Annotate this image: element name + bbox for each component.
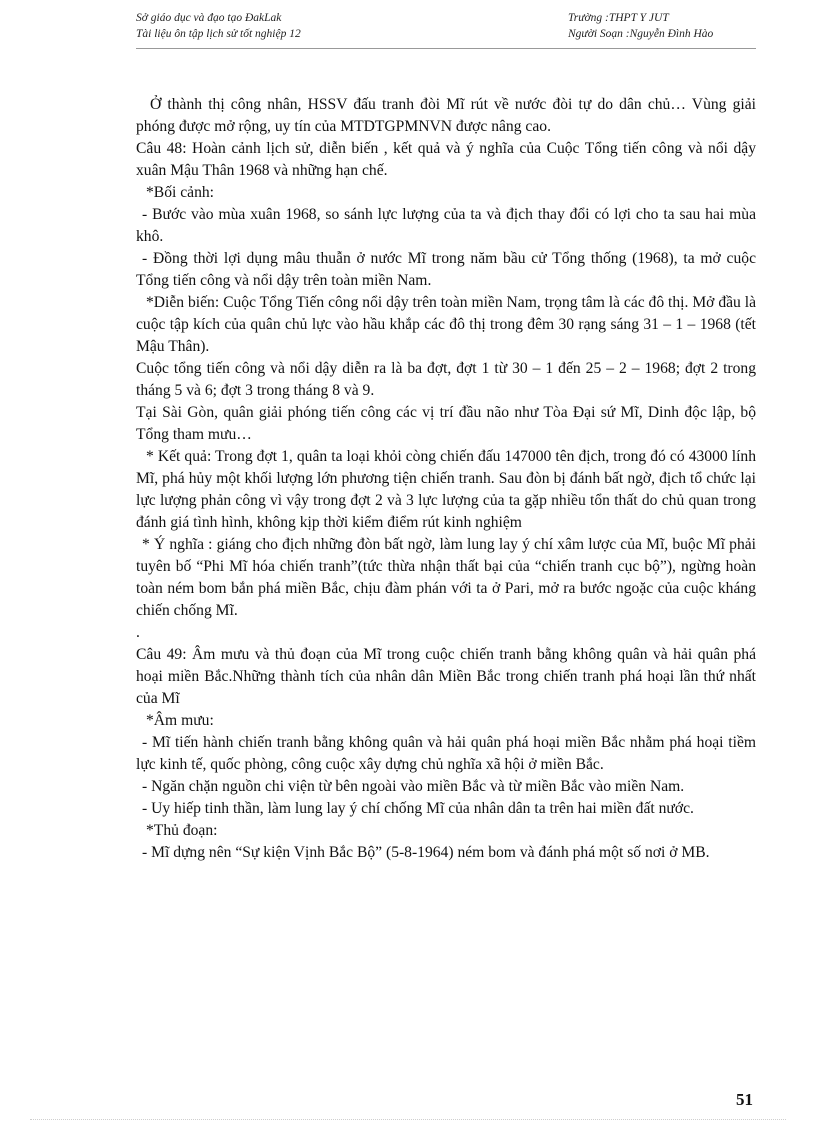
- footer-divider: [30, 1119, 786, 1120]
- header-right: [568, 10, 713, 42]
- context-item-1: - Bước vào mùa xuân 1968, so sánh lực lượng của ta và địch thay đổi có lợi cho ta sau hai mùa khô.: [136, 206, 756, 245]
- context-heading: *Bối cảnh:: [146, 184, 214, 201]
- header-author: Người Soạn :Nguyễn Đình Hào: [568, 28, 714, 40]
- developments-paragraph: *Diễn biến: Cuộc Tổng Tiến công nổi dậy trên toàn miền Nam, trọng tâm là các đô thị. Mở đầu là cuộc tập kích của quân chủ lực vào hầu khắp các đô thị trong đêm 30 rạng sáng 31 – 1 – 1968 (tết Mậu Thân).: [136, 294, 756, 355]
- header-department: Sở giáo dục và đạo tạo ĐakLak: [136, 12, 282, 24]
- header-document-title: Tài liệu ôn tập lịch sử tốt nghiệp 12: [136, 28, 301, 40]
- paragraph-urban-struggle: Ở thành thị công nhân, HSSV đấu tranh đòi Mĩ rút về nước đòi tự do dân chủ… Vùng giải phóng được mở rộng, uy tín của MTDTGPMNVN được nâng cao.: [136, 96, 756, 135]
- page-number: 51: [736, 1090, 753, 1109]
- three-phases-paragraph: Cuộc tổng tiến công và nổi dậy diễn ra là ba đợt, đợt 1 từ 30 – 1 đến 25 – 2 – 1968; đợt 2 trong tháng 5 và 6; đợt 3 trong tháng 8 và 9.: [136, 360, 756, 399]
- separator-dot: .: [136, 624, 140, 641]
- header-divider: [136, 48, 756, 49]
- context-item-2: - Đồng thời lợi dụng mâu thuẫn ở nước Mĩ trong năm bầu cử Tổng thống (1968), ta mở cuộc Tổng tiến công và nổi dậy trên toàn miền Nam.: [136, 250, 756, 289]
- tactics-heading: *Thủ đoạn:: [146, 822, 218, 839]
- plot-item-1: - Mĩ tiến hành chiến tranh bằng không quân và hải quân phá hoại miền Bắc nhằm phá hoại tiềm lực kinh tế, quốc phòng, công cuộc xây dựng chủ nghĩa xã hội ở miền Bắc.: [136, 734, 756, 773]
- saigon-paragraph: Tại Sài Gòn, quân giải phóng tiến công các vị trí đầu não như Tòa Đại sứ Mĩ, Dinh độc lập, bộ Tổng tham mưu…: [136, 404, 756, 443]
- question-48-heading: Câu 48: Hoàn cảnh lịch sử, diễn biến , kết quả và ý nghĩa của Cuộc Tổng tiến công và nổi dậy xuân Mậu Thân 1968 và những hạn chế.: [136, 140, 756, 179]
- header-left: [136, 10, 301, 42]
- document-body: [136, 94, 756, 864]
- plot-heading: *Âm mưu:: [146, 712, 214, 729]
- plot-item-2: - Ngăn chặn nguồn chi viện từ bên ngoài vào miền Bắc và từ miền Bắc vào miền Nam.: [142, 778, 685, 795]
- plot-item-3: - Uy hiếp tinh thần, làm lung lay ý chí chống Mĩ của nhân dân ta trên hai miền đất nước.: [142, 800, 694, 817]
- question-49-heading: Câu 49: Âm mưu và thủ đoạn của Mĩ trong cuộc chiến tranh bằng không quân và hải quân phá hoại miền Bắc.Những thành tích của nhân dân Miền Bắc trong chiến tranh phá hoại lần thứ nhất của Mĩ: [136, 646, 756, 707]
- significance-paragraph: * Ý nghĩa : giáng cho địch những đòn bất ngờ, làm lung lay ý chí xâm lược của Mĩ, buộc Mĩ phải tuyên bố “Phi Mĩ hóa chiến tranh”(tức thừa nhận thất bại của “chiến tranh cục bộ”), ngừng hoàn toàn ném bom bắn phá miền Bắc, chịu đàm phán với ta ở Pari, mở ra bước ngoặc của cuộc kháng chiến chống Mĩ.: [136, 536, 756, 619]
- header-school: Trường :THPT Y JUT: [568, 12, 669, 24]
- tactics-item-1: - Mĩ dựng nên “Sự kiện Vịnh Bắc Bộ” (5-8-1964) ném bom và đánh phá một số nơi ở MB.: [142, 844, 710, 861]
- results-paragraph: * Kết quả: Trong đợt 1, quân ta loại khỏi còng chiến đấu 147000 tên địch, trong đó có 43000 lính Mĩ, phá hủy một khối lượng lớn phương tiện chiến tranh. Sau đòn bị đánh bất ngờ, địch tổ chức lại lực lượng phản công vì vậy trong đợt 2 và 3 lực lượng của ta gặp nhiều tổn thất do chủ quan trong đánh giá tình hình, không kịp thời kiểm điểm rút kinh nghiệm: [136, 448, 756, 531]
